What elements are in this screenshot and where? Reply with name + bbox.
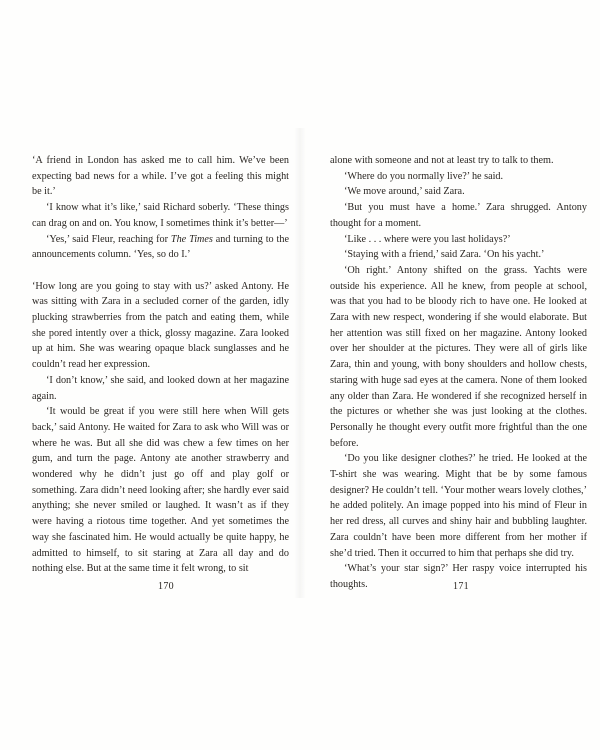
- newspaper-title: The Times: [170, 233, 213, 245]
- paragraph: ‘Oh right.’ Antony shifted on the grass. Yachts were outside his experience. All he knew, from people at school, was that you had to be bloody rich to have one. He looked at Zara with new respect, wondering if she would elaborate. But her attention was still fixed on her magazine. Antony looked over her shoulder at the pictures. They were all of girls like Zara, thin and young, with bony shoulders and hollow chests, staring with huge sad eyes at the camera. None of them looked any older than Zara. He wondered if she recognized herself in the pictures or whether she was just looking at the clothes. Personally he thought every outfit more frightful than the one before.: [330, 264, 587, 449]
- paragraph-text: and turning to the announcements column. ‘Yes, so do I.’: [32, 233, 289, 261]
- paragraph-text: ‘Yes,’ said Fleur, reaching for: [46, 233, 171, 245]
- paragraph: ‘What’s your star sign?’ Her raspy voice interrupted his thoughts.: [330, 563, 587, 590]
- paragraph: ‘A friend in London has asked me to call him. We’ve been expecting bad news for a while. I’ve got a feeling this might be it.’: [32, 155, 289, 198]
- paragraph: ‘How long are you going to stay with us?’ asked Antony. He was sitting with Zara in a secluded corner of the garden, idly plucking strawberries from the patch and eating them, while she pored intently over a thick, glossy magazine. Zara looked up at him. She was wearing opaque black sunglasses and he couldn’t read her expression.: [32, 280, 289, 371]
- paragraph: ‘It would be great if you were still here when Will gets back,’ said Antony. He waited for Zara to ask who Will was or where he was. But all she did was chew a few times on her gum, and turn the page. Antony ate another strawberry and wondered why he didn’t just go off and play golf or something. Zara didn’t need looking after; she hardly ever said anything; she never smiled or laughed. It wasn’t as if they were having a riotous time together. And yet sometimes the way she fascinated him. He would actually be quite happy, he admitted to himself, to sit staring at Zara all day and do nothing else. But at the same time it felt wrong, to sit: [32, 406, 289, 575]
- paragraph: ‘But you must have a home.’ Zara shrugged. Antony thought for a moment.: [330, 202, 587, 229]
- right-page: [330, 153, 587, 613]
- paragraph: ‘Like . . . where were you last holidays?’: [344, 233, 511, 245]
- paragraph-with-italic-title: [32, 232, 289, 263]
- paragraph: alone with someone and not at least try to talk to them.: [330, 155, 554, 166]
- paragraph: ‘Do you like designer clothes?’ he tried. He looked at the T-shirt she was wearing. Might that be by some famous designer? He couldn’t tell. ‘Your mother wears lovely clothes,’ he added politely. An image popped into his mind of Fleur in her red dress, all curves and shiny hair and bubbling laughter. Zara couldn’t have been more different from her mother if she’d tried. Then it occurred to him that perhaps she did try.: [330, 453, 587, 559]
- right-page-text: [330, 153, 587, 593]
- paragraph: ‘Staying with a friend,’ said Zara. ‘On his yacht.’: [344, 249, 545, 261]
- left-page-text: [32, 153, 289, 577]
- page-number: 171: [453, 581, 469, 592]
- left-page: [32, 153, 289, 613]
- paragraph: ‘Where do you normally live?’ he said.: [344, 170, 504, 182]
- paragraph: ‘I know what it’s like,’ said Richard soberly. ‘These things can drag on and on. You know, I sometimes think it’s better—’: [32, 202, 289, 229]
- page-number: 170: [158, 581, 174, 592]
- book-gutter: [294, 128, 306, 598]
- paragraph: ‘I don’t know,’ she said, and looked down at her magazine again.: [32, 374, 289, 402]
- paragraph: ‘We move around,’ said Zara.: [344, 186, 465, 198]
